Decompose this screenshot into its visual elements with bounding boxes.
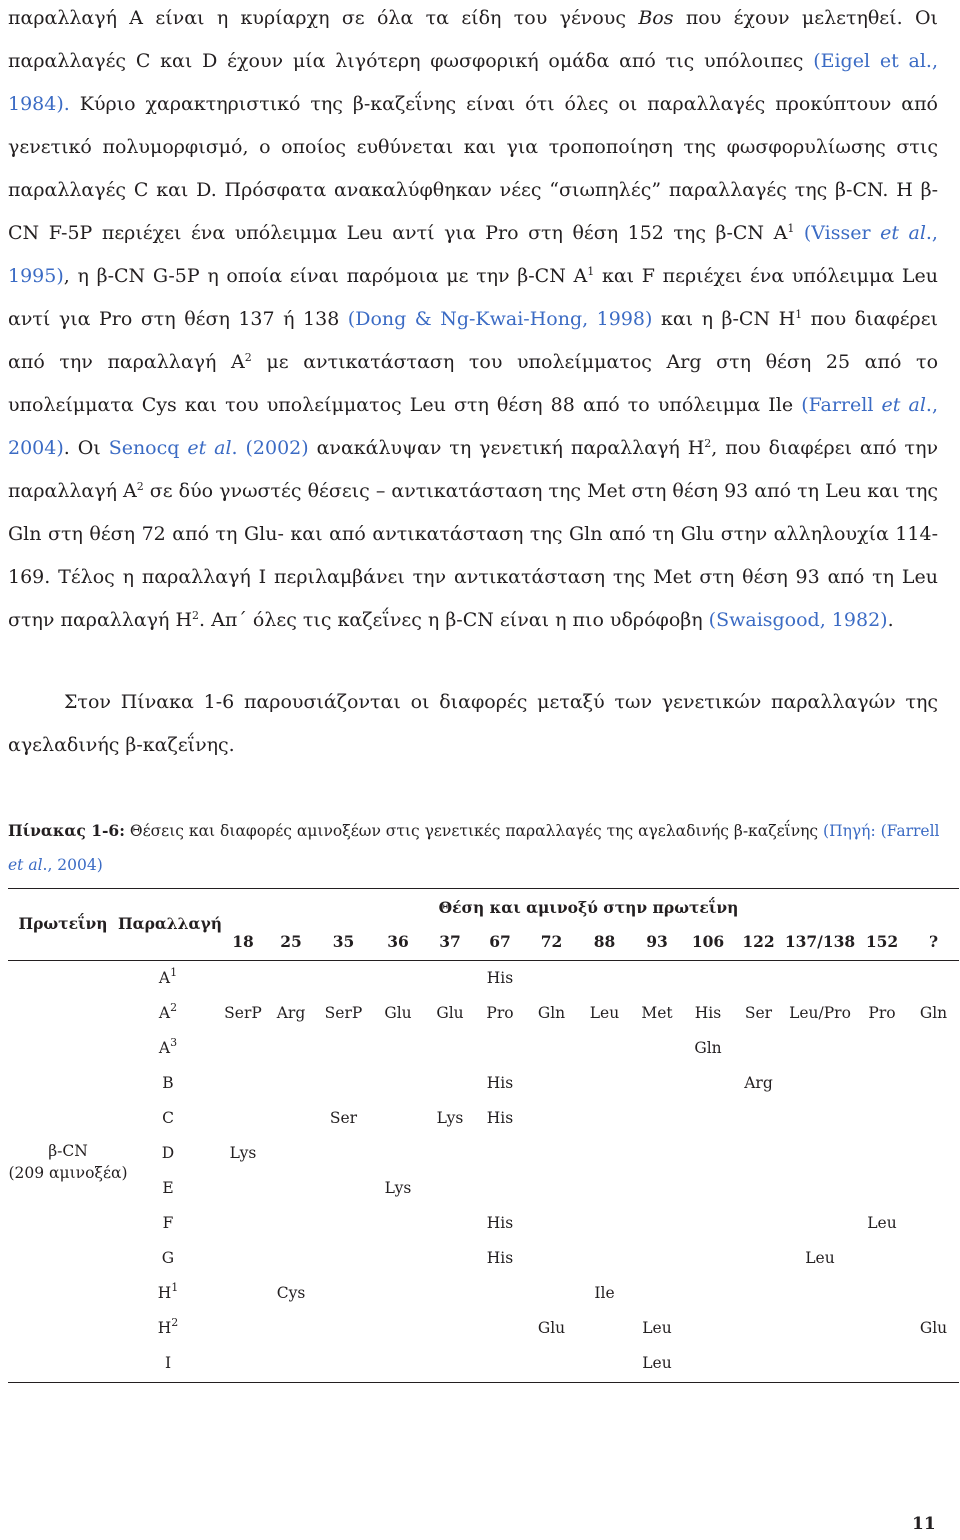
table-cell: Leu xyxy=(867,1214,897,1232)
table-cell: Glu xyxy=(384,1004,412,1022)
body-paragraph-2: Στον Πίνακα 1-6 παρουσιάζονται οι διαφορές μεταξύ των γενετικών παραλλαγών της αγελαδινής β-καζεΐνης. xyxy=(8,691,938,756)
protein-name: β-CN xyxy=(48,1142,88,1160)
header-position-cell: 25 xyxy=(280,932,302,951)
table-cell: Arg xyxy=(744,1074,773,1092)
header-position-cell: 93 xyxy=(646,932,668,951)
header-position-cell: 152 xyxy=(865,932,899,951)
variant-label: $A^3$ xyxy=(158,1036,178,1057)
citation-eigel[interactable]: (Eigel et al., 1984). xyxy=(8,50,938,115)
variant-label: $H^1$ xyxy=(157,1281,179,1302)
table-cell: Ile xyxy=(594,1284,615,1302)
caption-label: Πίνακας 1-6: xyxy=(8,821,125,840)
header-position-cell: 37 xyxy=(439,932,461,951)
table-cell: Cys xyxy=(276,1284,306,1302)
table-cell: His xyxy=(486,1214,514,1232)
variant-label: $A^1$ xyxy=(158,966,178,987)
table-cell: Pro xyxy=(868,1004,896,1022)
table-cell: SerP xyxy=(324,1004,363,1022)
table-cell: Leu/Pro xyxy=(789,1004,851,1022)
header-position-cell: 36 xyxy=(387,932,409,951)
variant-label: $A^2$ xyxy=(158,1001,178,1022)
header-position-cell: 106 xyxy=(691,932,725,951)
table-cell: Gln xyxy=(694,1039,722,1057)
table-cell: Met xyxy=(641,1004,673,1022)
table-cell: Pro xyxy=(486,1004,514,1022)
table-cell: Lys xyxy=(384,1179,412,1197)
header-position-cell: 72 xyxy=(540,932,563,951)
citation-senocq[interactable]: Senocq et al. (2002) xyxy=(108,437,309,459)
citation-visser[interactable]: (Visser et al., 1995) xyxy=(8,222,938,287)
table-cell: Gln xyxy=(919,1004,948,1022)
table-cell: His xyxy=(694,1004,722,1022)
table-cell: His xyxy=(486,1109,514,1127)
citation-swaisgood[interactable]: (Swaisgood, 1982) xyxy=(708,609,888,631)
citation-dong[interactable]: (Dong & Ng-Kwai-Hong, 1998) xyxy=(347,308,653,330)
table-cell: Glu xyxy=(919,1319,948,1337)
table-cell: Leu xyxy=(642,1319,672,1337)
table-cell: Ser xyxy=(744,1004,773,1022)
variants-table xyxy=(8,888,959,1383)
variant-label: B xyxy=(162,1074,174,1092)
table-cell: Leu xyxy=(589,1004,620,1022)
variant-label: I xyxy=(164,1354,172,1372)
table-caption: Πίνακας 1-6: Θέσεις και διαφορές αμινοξέων στις γενετικές παραλλαγές της αγελαδινής β-καζεΐνης (Πηγή: (Farrell et al., 2004) xyxy=(8,821,940,874)
header-position-cell: 137/138 xyxy=(784,932,856,951)
variant-label: C xyxy=(162,1109,174,1127)
variant-label: $H^2$ xyxy=(157,1316,179,1337)
page-number: 11 xyxy=(912,1514,936,1534)
body-paragraph-1: παραλλαγή A είναι η κυρίαρχη σε όλα τα είδη του γένους Bos που έχουν μελετηθεί. Οι παραλλαγές C και D έχουν μία λιγότερη φωσφορική ομάδα από τις υπόλοιπες (Eigel et al., 1984). Κύριο χαρακτηριστικό της β-καζεΐνης είναι ότι όλες οι παραλλαγές προκύπτουν από γενετικό πολυμορφισμό, ο οποίος ευθύνεται και για τροποποίηση της φωσφορυλίωσης στις παραλλαγές C και D. Πρόσφατα ανακαλύφθηκαν νέες “σιωπηλές” παραλλαγές της β-CN. Η β-CN F-5P περιέχει ένα υπόλειμμα Leu αντί για Pro στη θέση 152 της β-CN $A^1$ (Visser et al., 1995), η β-CN G-5P η οποία είναι παρόμοια με την β-CN $A^1$ και F περιέχει ένα υπόλειμμα Leu αντί για Pro στη θέση 137 ή 138 (Dong & Ng-Kwai-Hong, 1998) και η β-CN $H^1$ που διαφέρει από την παραλλαγή $A^2$ με αντικατάσταση του υπολείμματος Arg στη θέση 25 από το υπολείμματα Cys και του υπολείμματος Leu στη θέση 88 από το υπόλειμμα Ile (Farrell et al., 2004). Οι Senocq et al. (2002) ανακάλυψαν τη γενετική παραλλαγή $H^2$, που διαφέρει από την παραλλαγή $A^2$ σε δύο γνωστές θέσεις – αντικατάσταση της Met στη θέση 93 από τη Leu και της Gln στη θέση 72 από τη Glu- και από αντικατάσταση της Gln από τη Glu στην αλληλουχία 114-169. Τέλος η παραλλαγή I περιλαμβάνει την αντικατάσταση της Met στη θέση 93 από τη Leu στην παραλλαγή $H^2$. Απ΄ όλες τις καζεΐνες η β-CN είναι η πιο υδρόφοβη (Swaisgood, 1982). xyxy=(8,7,939,631)
citation-farrell[interactable]: (Farrell et al., 2004) xyxy=(8,394,938,459)
caption-source[interactable]: (Πηγή: (Farrell et al., 2004) xyxy=(8,822,940,874)
header-position-cell: 122 xyxy=(742,932,775,951)
table-cell: Leu xyxy=(805,1249,835,1267)
variant-label: E xyxy=(162,1179,174,1197)
table-cell: SerP xyxy=(224,1004,262,1022)
variant-label: F xyxy=(162,1214,174,1232)
table-cell: Glu xyxy=(436,1004,464,1022)
table-cell: Glu xyxy=(537,1319,566,1337)
protein-name-cell xyxy=(8,1140,128,1184)
table-cell: Leu xyxy=(642,1354,672,1372)
table-cell: Gln xyxy=(537,1004,566,1022)
header-position-cell: 35 xyxy=(332,932,355,951)
header-position-cell: 18 xyxy=(232,932,254,951)
protein-note: (209 αμινοξέα) xyxy=(8,1164,128,1182)
header-variant: Παραλλαγή xyxy=(118,914,222,933)
table-cell: His xyxy=(486,1074,514,1092)
header-positions-group: Θέση και αμινοξύ στην πρωτεΐνη xyxy=(438,898,739,917)
table-cell: Arg xyxy=(276,1004,306,1022)
variant-label: D xyxy=(161,1144,175,1162)
header-position-cell: ? xyxy=(928,932,939,951)
table-cell: Ser xyxy=(329,1109,358,1127)
table-cell: Lys xyxy=(229,1144,257,1162)
header-position-cell: 88 xyxy=(593,932,616,951)
table-cell: Lys xyxy=(436,1109,464,1127)
table-top-rule xyxy=(8,888,959,889)
table-cell: His xyxy=(486,1249,514,1267)
table-bottom-rule xyxy=(8,1382,959,1383)
header-protein: Πρωτεΐνη xyxy=(18,914,108,933)
table-cell: His xyxy=(486,969,514,987)
variant-label: G xyxy=(161,1249,175,1267)
header-position-cell: 67 xyxy=(489,932,511,951)
